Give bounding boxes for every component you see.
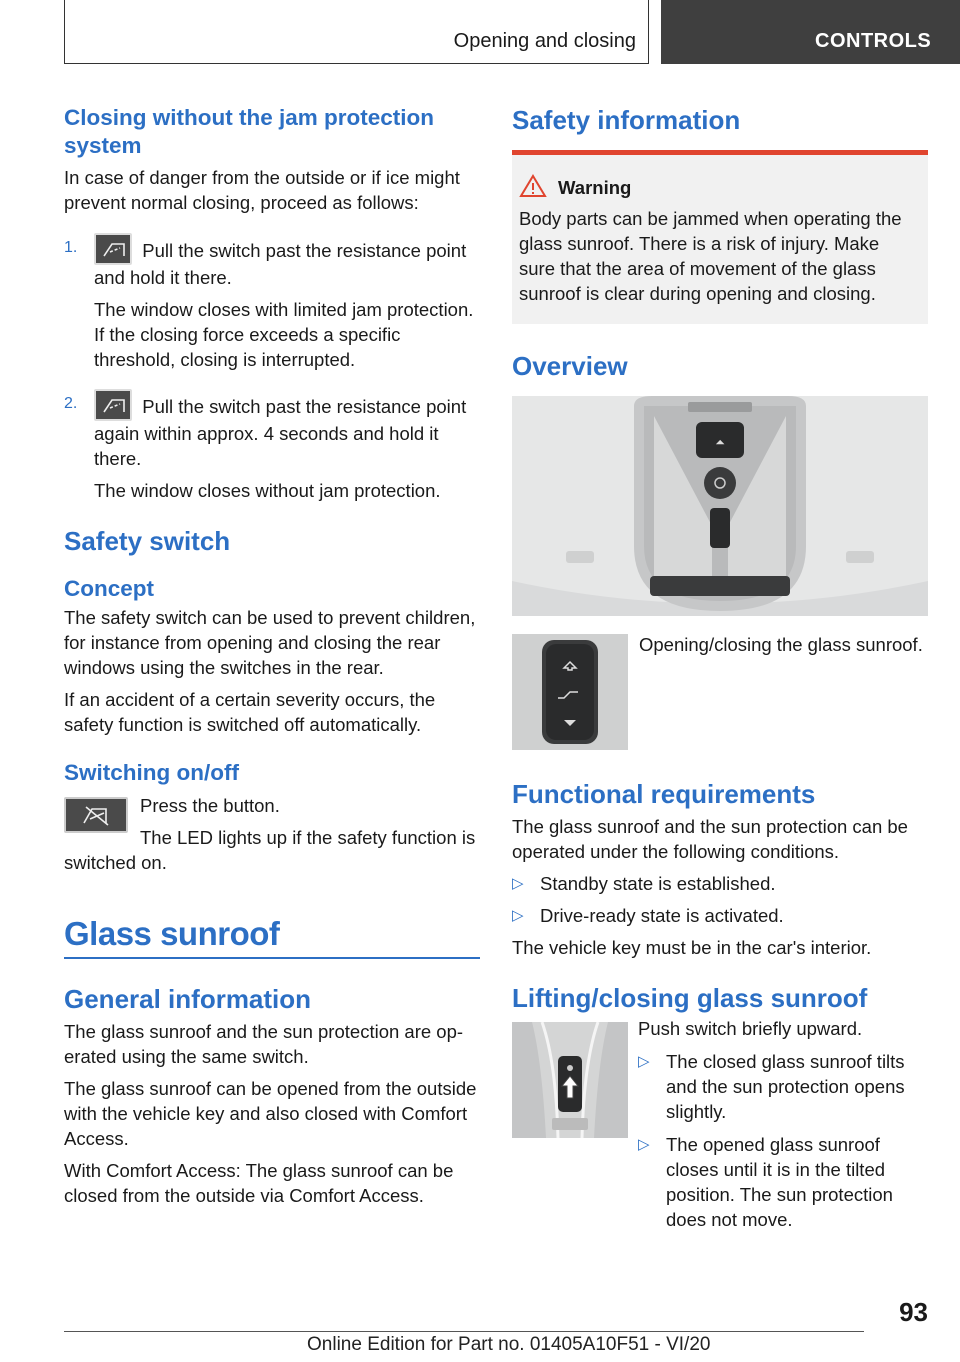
general-info-heading: General information — [64, 984, 312, 1014]
step-1-note: The window closes with limited jam protection. If the closing force exceeds a specific threshold, closing is interrupted. — [94, 299, 474, 370]
functional-req-heading: Functional requirements — [512, 779, 816, 809]
lifting-bullet-1: ▷ The closed glass sunroof tilts and the sun protection opens slightly. — [638, 1051, 905, 1122]
general-text-1: The glass sunroof and the sun protection are operated using the same switch. — [64, 1021, 464, 1067]
lifting-switch-image — [512, 1022, 628, 1138]
warning-triangle-icon — [519, 174, 547, 198]
safety-info-heading: Safety information — [512, 105, 741, 135]
left-column — [64, 104, 480, 1208]
safety-switch-button-icon — [64, 797, 128, 833]
closing-heading: Closing without the jam protection system — [64, 105, 434, 158]
header-section-title: Opening and closing — [453, 30, 636, 52]
lifting-text — [638, 1016, 928, 1232]
lifting-bullet-2: ▷ The opened glass sunroof closes until it is in the tilted position. The sun protection does not move. — [638, 1134, 893, 1230]
edition-label: Online Edition for Part no. 01405A10F51 - VI/20 — [307, 1334, 711, 1355]
general-text-2: The glass sunroof can be opened from the outside with the vehicle key and also closed with Comfort Access. — [64, 1078, 477, 1149]
sunroof-switch-image — [512, 634, 628, 750]
lifting-intro: Push switch briefly upward. — [638, 1018, 863, 1039]
functional-intro: The glass sunroof and the sun protection can be operated under the following conditions. — [512, 816, 908, 862]
concept-heading: Concept — [64, 576, 154, 601]
step-2-note: The window closes without jam protection. — [94, 480, 441, 501]
switching-heading: Switching on/off — [64, 760, 239, 785]
page-number: 93 — [899, 1297, 928, 1327]
safety-switch-heading: Safety switch — [64, 526, 231, 556]
switch-figure — [512, 634, 928, 750]
step-1-number: 1. — [64, 239, 78, 256]
switching-text-2: The LED lights up if the safety function is switched on. — [64, 827, 476, 873]
header-chapter-tab — [661, 0, 960, 64]
window-switch-icon — [94, 389, 132, 421]
switch-caption: Opening/closing the glass sunroof. — [639, 634, 923, 655]
overview-console-image — [512, 396, 928, 616]
warning-title — [558, 177, 920, 199]
warning-text: Body parts can be jammed when operating the glass sunroof. There is a risk of injury. Make sure that the area of movement of the glass sunroof is clear during opening and closing. — [519, 208, 902, 304]
step-2-text — [94, 389, 480, 471]
step-1 — [64, 233, 480, 372]
step-2-label: Pull the switch past the resistance point again within approx. 4 seconds and hold it there. — [94, 396, 467, 469]
glass-sunroof-heading: Glass sunroof — [64, 914, 480, 959]
window-switch-icon — [94, 233, 132, 265]
functional-note: The vehicle key must be in the car's interior. — [512, 937, 872, 958]
concept-text-2: If an accident of a certain severity occurs, the safety function is switched off automatically. — [64, 689, 436, 735]
functional-bullet-2: ▷ Drive-ready state is activated. — [512, 905, 784, 926]
lifting-block — [512, 1018, 928, 1252]
closing-intro: In case of danger from the outside or if ice might prevent normal closing, proceed as follows: — [64, 167, 460, 213]
step-2 — [64, 389, 480, 503]
warning-title-label: Warning — [558, 177, 632, 198]
functional-bullet-1: ▷ Standby state is established. — [512, 873, 776, 894]
step-2-number: 2. — [64, 395, 78, 412]
switching-text-1: Press the button. — [140, 795, 280, 816]
switching-block — [64, 793, 480, 875]
overview-heading: Overview — [512, 351, 628, 381]
concept-text-1: The safety switch can be used to prevent children, for instance from opening and closing the rear windows using the switches in the rear. — [64, 607, 476, 678]
svg-text:⏶: ⏶ — [715, 435, 725, 449]
step-1-label: Pull the switch past the resistance point and hold it there. — [94, 240, 467, 288]
warning-box — [512, 150, 928, 324]
lifting-heading: Lifting/closing glass sunroof — [512, 983, 868, 1013]
right-column — [512, 104, 928, 1252]
header-section-box — [64, 0, 649, 64]
general-text-3: With Comfort Access: The glass sunroof can be closed from the outside via Comfort Access. — [64, 1160, 454, 1206]
footer-rule — [64, 1331, 864, 1332]
step-1-text — [94, 233, 480, 290]
header-chapter-label: CONTROLS — [815, 30, 932, 52]
